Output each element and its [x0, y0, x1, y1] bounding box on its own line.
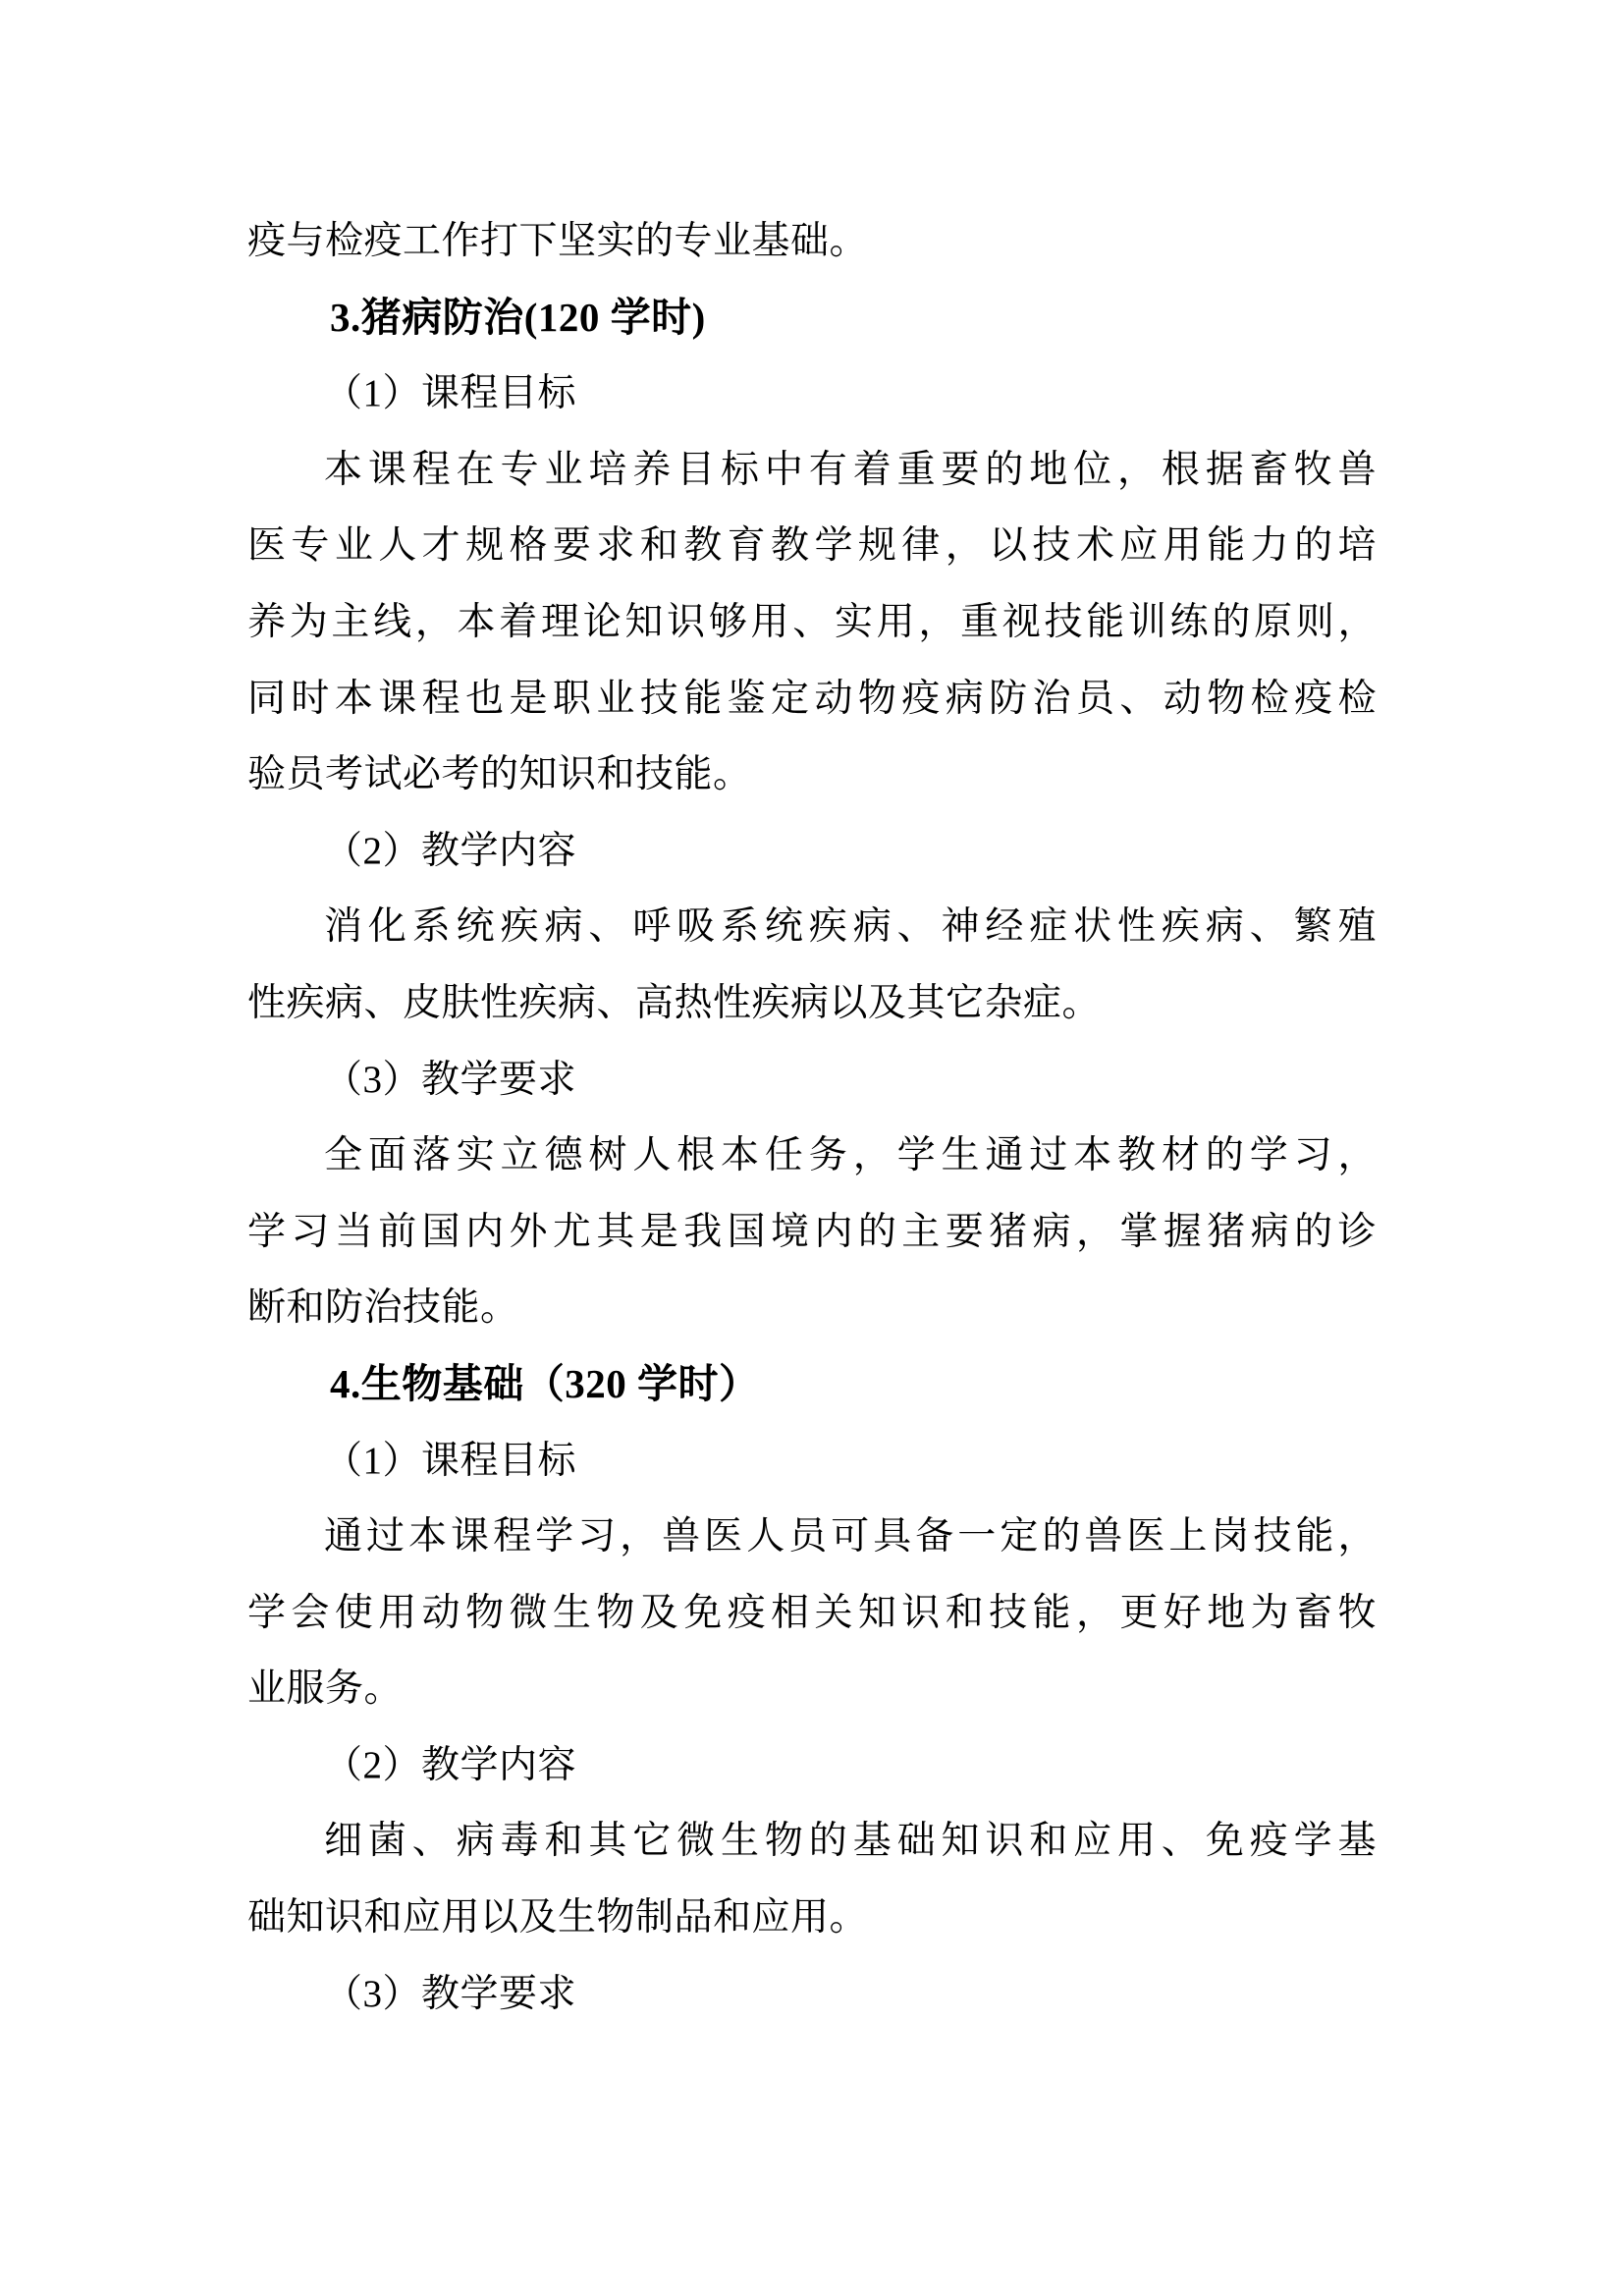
text-line: 全面落实立德树人根本任务，学生通过本教材的学习， — [324, 1134, 1377, 1177]
document-page — [247, 203, 1377, 2032]
text-line: 断和防治技能。 — [247, 1286, 519, 1330]
subsection-label: （2）教学内容 — [324, 829, 577, 872]
text-line: 养为主线，本着理论知识够用、实用，重视技能训练的原则， — [247, 600, 1377, 643]
text-line: 疫与检疫工作打下坚实的专业基础。 — [247, 220, 869, 262]
text-line: 通过本课程学习，兽医人员可具备一定的兽医上岗技能， — [324, 1515, 1377, 1558]
subsection-label: （2）教学内容 — [324, 1743, 577, 1786]
text-line: 础知识和应用以及生物制品和应用。 — [247, 1896, 869, 1940]
text-line: 验员考试必考的知识和技能。 — [247, 753, 752, 796]
text-line: 医专业人才规格要求和教育教学规律，以技术应用能力的培 — [247, 524, 1377, 568]
section-heading: 4.生物基础（320 学时） — [330, 1360, 760, 1406]
text-line: 学会使用动物微生物及免疫相关知识和技能，更好地为畜牧 — [247, 1591, 1377, 1634]
text-line: 本课程在专业培养目标中有着重要的地位，根据畜牧兽 — [324, 448, 1377, 491]
subsection-label: （3）教学要求 — [324, 1972, 577, 2015]
text-line: 细菌、病毒和其它微生物的基础知识和应用、免疫学基 — [324, 1820, 1377, 1863]
text-line: 业服务。 — [247, 1667, 404, 1711]
subsection-label: （1）课程目标 — [324, 372, 577, 415]
subsection-label: （3）教学要求 — [324, 1058, 577, 1101]
text-line: 学习当前国内外尤其是我国境内的主要猪病，掌握猪病的诊 — [247, 1210, 1377, 1253]
section-heading: 3.猪病防治(120 学时) — [330, 294, 706, 340]
text-line: 同时本课程也是职业技能鉴定动物疫病防治员、动物检疫检 — [247, 677, 1377, 720]
text-line: 消化系统疾病、呼吸系统疾病、神经症状性疾病、繁殖 — [324, 905, 1377, 949]
text-line: 性疾病、皮肤性疾病、高热性疾病以及其它杂症。 — [247, 981, 1102, 1024]
subsection-label: （1）课程目标 — [324, 1439, 577, 1482]
